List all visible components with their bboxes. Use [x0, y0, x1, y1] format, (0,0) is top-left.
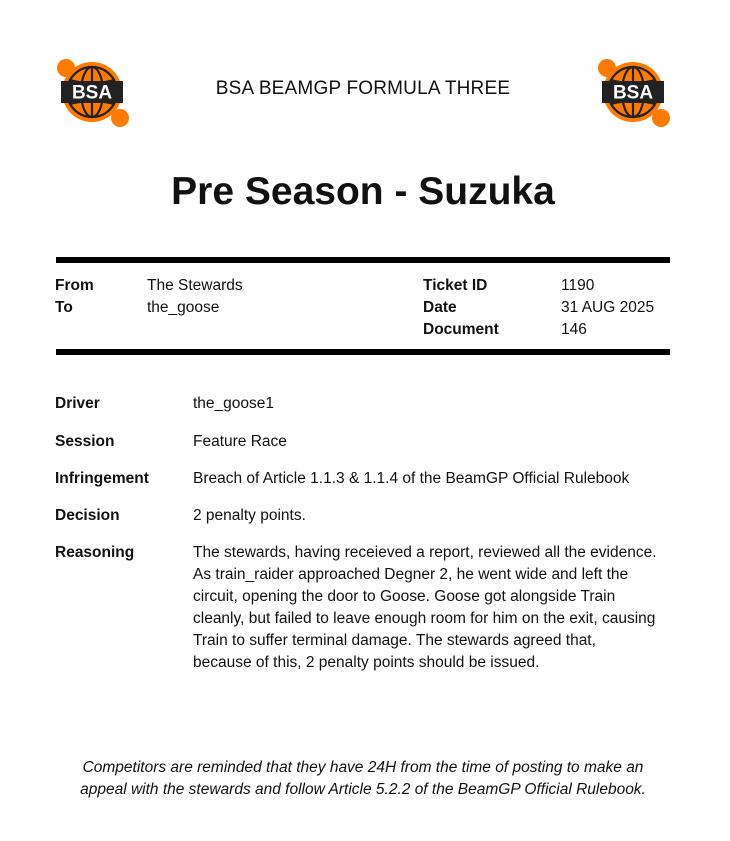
event-title: Pre Season - Suzuka — [171, 170, 555, 213]
logo-text: BSA — [612, 82, 654, 104]
reasoning-line: The stewards, having receieved a report, reviewed all the evidence. — [193, 544, 657, 561]
header-divider-bottom — [56, 349, 670, 355]
session-value: Feature Race — [193, 433, 287, 450]
organization-title: BSA BEAMGP FORMULA THREE — [215, 78, 511, 99]
notice-line: appeal with the stewards and follow Article 5.2.2 of the BeamGP Official Rulebook. — [80, 781, 646, 798]
from-label: From — [55, 277, 94, 294]
driver-value: the_goose1 — [193, 395, 275, 412]
reasoning-line: circuit, opening the door to Goose. Goose got alongside Train — [193, 588, 616, 605]
decision-value: 2 penalty points. — [193, 507, 306, 524]
appeal-notice — [60, 757, 666, 801]
infringement-label: Infringement — [55, 470, 149, 487]
driver-label: Driver — [55, 395, 100, 412]
reasoning-text — [193, 542, 675, 674]
header-divider-top — [56, 257, 670, 263]
notice-line: Competitors are reminded that they have 24H from the time of posting to make an — [82, 759, 644, 776]
ticket-id-value: 1190 — [561, 277, 595, 294]
from-value: The Stewards — [147, 277, 243, 294]
infringement-value: Breach of Article 1.1.3 & 1.1.4 of the BeamGP Official Rulebook — [193, 470, 630, 487]
decision-label: Decision — [55, 507, 120, 524]
ticket-id-label: Ticket ID — [423, 277, 488, 294]
to-label: To — [55, 299, 73, 316]
document-label: Document — [423, 321, 499, 338]
document-value: 146 — [561, 321, 587, 338]
logo-text: BSA — [71, 82, 113, 104]
date-value: 31 AUG 2025 — [561, 299, 655, 316]
reasoning-line: As train_raider approached Degner 2, he went wide and left the — [193, 566, 629, 583]
reasoning-label: Reasoning — [55, 544, 135, 561]
to-value: the_goose — [147, 299, 220, 316]
reasoning-line: cleanly, but failed to leave enough room for him on the exit, causing — [193, 610, 656, 627]
reasoning-line: Train to suffer terminal damage. The stewards agreed that, — [193, 632, 596, 649]
reasoning-line: because of this, 2 penalty points should be issued. — [193, 654, 540, 671]
session-label: Session — [55, 433, 115, 450]
date-label: Date — [423, 299, 457, 316]
